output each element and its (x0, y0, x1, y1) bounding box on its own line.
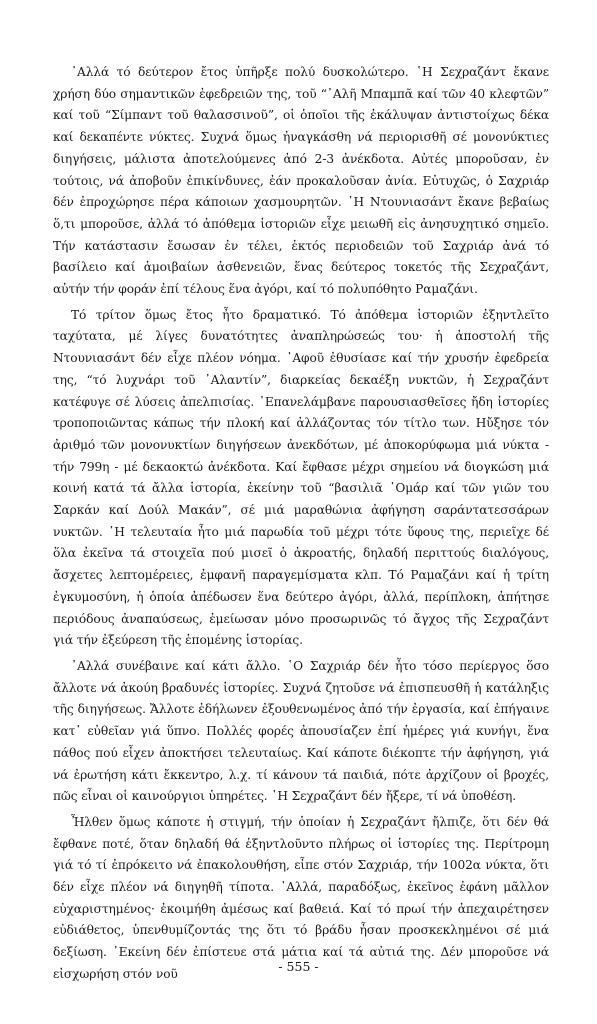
page-body (53, 62, 549, 990)
paragraph-1: ᾿Αλλά τό δεύτερον ἔτος ὑπῆρξε πολύ δυσκολώτερο. ῾Η Σεχραζάντ ἔκανε χρήση δύο σημαντικῶν ἐφεδρειῶν της, τοῦ “᾿Αλῆ Μπαμπᾶ καί τῶν 40 κλεφτῶν” καί τοῦ “Σίμπαντ τοῦ θαλασσινοῦ”, οἱ ὁποῖοι τῆς ἐκάλυψαν ἀντιστοίχως δέκα καί δεκαπέντε νύκτες. Συχνά ὅμως ἠναγκάσθη νά περιορισθῆ σέ μονονύκτιες διηγήσεις, μάλιστα ἀποτελούμενες ἀπό 2-3 ἀνέκδοτα. Αὐτές μποροῦσαν, ἐν τούτοις, νά ἀποβοῦν ἐπικίνδυνες, ἐάν προκαλοῦσαν ἀνία. Εὐτυχῶς, ὁ Σαχριάρ δέν ἐπροχώρησε πέρα κάποιων χασμουρητῶν. ῾Η Ντουνιασάντ ἔκανε βεβαίως ὅ,τι μποροῦσε, ἀλλά τό ἀπόθεμα ἱστοριῶν εἶχε μειωθῆ εἰς ἀνησυχητικό σημεῖο. Τήν κατάστασιν ἔσωσαν ἐν τέλει, ἐκτός περιοδειῶν τοῦ Σαχριάρ ἀνά τό βασίλειο καί ἀμοιβαίων ἀσθενειῶν, ἕνας δεύτερος τοκετός τῆς Σεχραζάντ, αὐτήν τήν φοράν ἐπί τέλους ἕνα ἀγόρι, καί τό πολυπόθητο Ραμαζάνι. (53, 65, 549, 297)
paragraph-4: Ἦλθεν ὅμως κάποτε ἡ στιγμή, τήν ὁποίαν ἡ Σεχραζάντ ἤλπιζε, ὅτι δέν θά ἔφθανε ποτέ, ὅταν δηλαδή θά ἐξηντλοῦντο πλήρως οἱ ἱστορίες της. Περίτρομη γιά τό τί ἐπρόκειτο νά ἐπακολουθήση, εἶπε στόν Σαχριάρ, τήν 1002α νύκτα, ὅτι δέν εἶχε πλέον νά διηγηθῆ τίποτα. ᾿Αλλά, παραδόξως, ἐκεῖνος ἐφάνη μᾶλλον εὐχαριστημένος· ἐκοιμήθη ἀμέσως καί βαθειά. Καί τό πρωί τήν ἀπεχαιρέτησεν εὐδιάθετος, ὑπενθυμίζοντάς της ὅτι τό βράδυ ἦσαν προσκεκλημένοι σέ μιά δεξίωση. ᾿Εκείνη δέν ἐπίστευε στά μάτια καί τά αὐτιά της. Δέν μποροῦσε νά εἰσχωρήση στόν νοῦ (53, 814, 549, 981)
page-number: - 555 - (278, 959, 319, 974)
paragraph-3: ᾿Αλλά συνέβαινε καί κάτι ἄλλο. ῾Ο Σαχριάρ δέν ἦτο τόσο περίεργος ὅσο ἄλλοτε νά ἀκούη βραδυνές ἱστορίες. Συχνά ζητοῦσε νά ἐπισπευσθῆ ἡ κατάληξις τῆς διηγήσεως. Ἄλλοτε ἐδήλωνεν ἐξουθενωμένος ἀπό τήν ἐργασία, καί ἐπήγαινε κατ᾿ εὐθεῖαν γιά ὕπνο. Πολλές φορές ἀπουσίαζεν ἐπί ἡμέρες γιά κυνήγι, ἕνα πάθος πού εἶχεν ἀποκτήσει τελευταίως. Καί κάποτε διέκοπτε τήν ἀφήγηση, γιά νά ἐρωτήση κάτι ἔκκεντρο, λ.χ. τί κάνουν τά παιδιά, πότε ἀρχίζουν οἱ βροχές, πῶς εἶναι οἱ καινούργιοι ὑπηρέτες. ῾Η Σεχραζάντ δέν ἤξερε, τί νά ὑποθέση. (53, 658, 549, 804)
paragraph-2: Τό τρίτον ὅμως ἔτος ἦτο δραματικό. Τό ἀπόθεμα ἱστοριῶν ἐξηντλεῖτο ταχύτατα, μέ λίγες δυνατότητες ἀναπληρώσεώς του· ἡ ἀποστολή τῆς Ντουνιασάντ δέν εἶχε πλέον νόημα. ᾿Αφοῦ ἐθυσίασε καί τήν χρυσήν ἐφεδρεία της, “τό λυχνάρι τοῦ ᾿Αλαντίν”, διαρκείας δεκαέξη νυκτῶν, ἡ Σεχραζάντ κατέφυγε σέ λύσεις ἀπελπισίας. ᾿Επανελάμβανε παρουσιασθεῖσες ἤδη ἱστορίες τροποποιῶντας κάπως τήν πλοκή καί ἀλλάζοντας τόν τίτλο των. Ηὔξησε τόν ἀριθμό τῶν μονονυκτίων διηγήσεων ἀνεκδότων, μέ ἀποκορύφωμα μιά νύκτα - τήν 799η - μέ δεκαοκτώ ἀνέκδοτα. Καί ἔφθασε μέχρι σημείου νά διογκώση μιά κοινή κατά τά ἄλλα ἱστορία, ἐκείνην τοῦ “βασιλιᾶ ᾿Ομάρ καί τῶν γιῶν του Σαρκάν καί Δούλ Μακάν”, σέ μιά μαραθώνια ἀφήγηση σαράντατεσσάρων νυκτῶν. ῾Η τελευταία ἦτο μιά παρωδία τοῦ μέχρι τότε ὕφους της, περιεῖχε δέ ὅλα ἐκεῖνα τά στοιχεῖα πού μισεῖ ὁ ἀκροατής, δηλαδή περιττούς διαλόγους, ἄσχετες λεπτομέρειες, ἐμφανῆ παραγεμίσματα κλπ. Τό Ραμαζάνι καί ἡ τρίτη ἐγκυμοσύνη, ἡ ὁποία ἀπέδωσεν ἕνα δεύτερο ἀγόρι, ἀλλά, περίπλοκη, ἀπήτησε περιόδους ἀναπαύσεως, ἐμείωσαν μόνο προσωρινῶς τό ἄγχος τῆς Σεχραζάντ γιά τήν ἐξεύρεση τῆς ἑπομένης ἱστορίας. (53, 307, 549, 648)
